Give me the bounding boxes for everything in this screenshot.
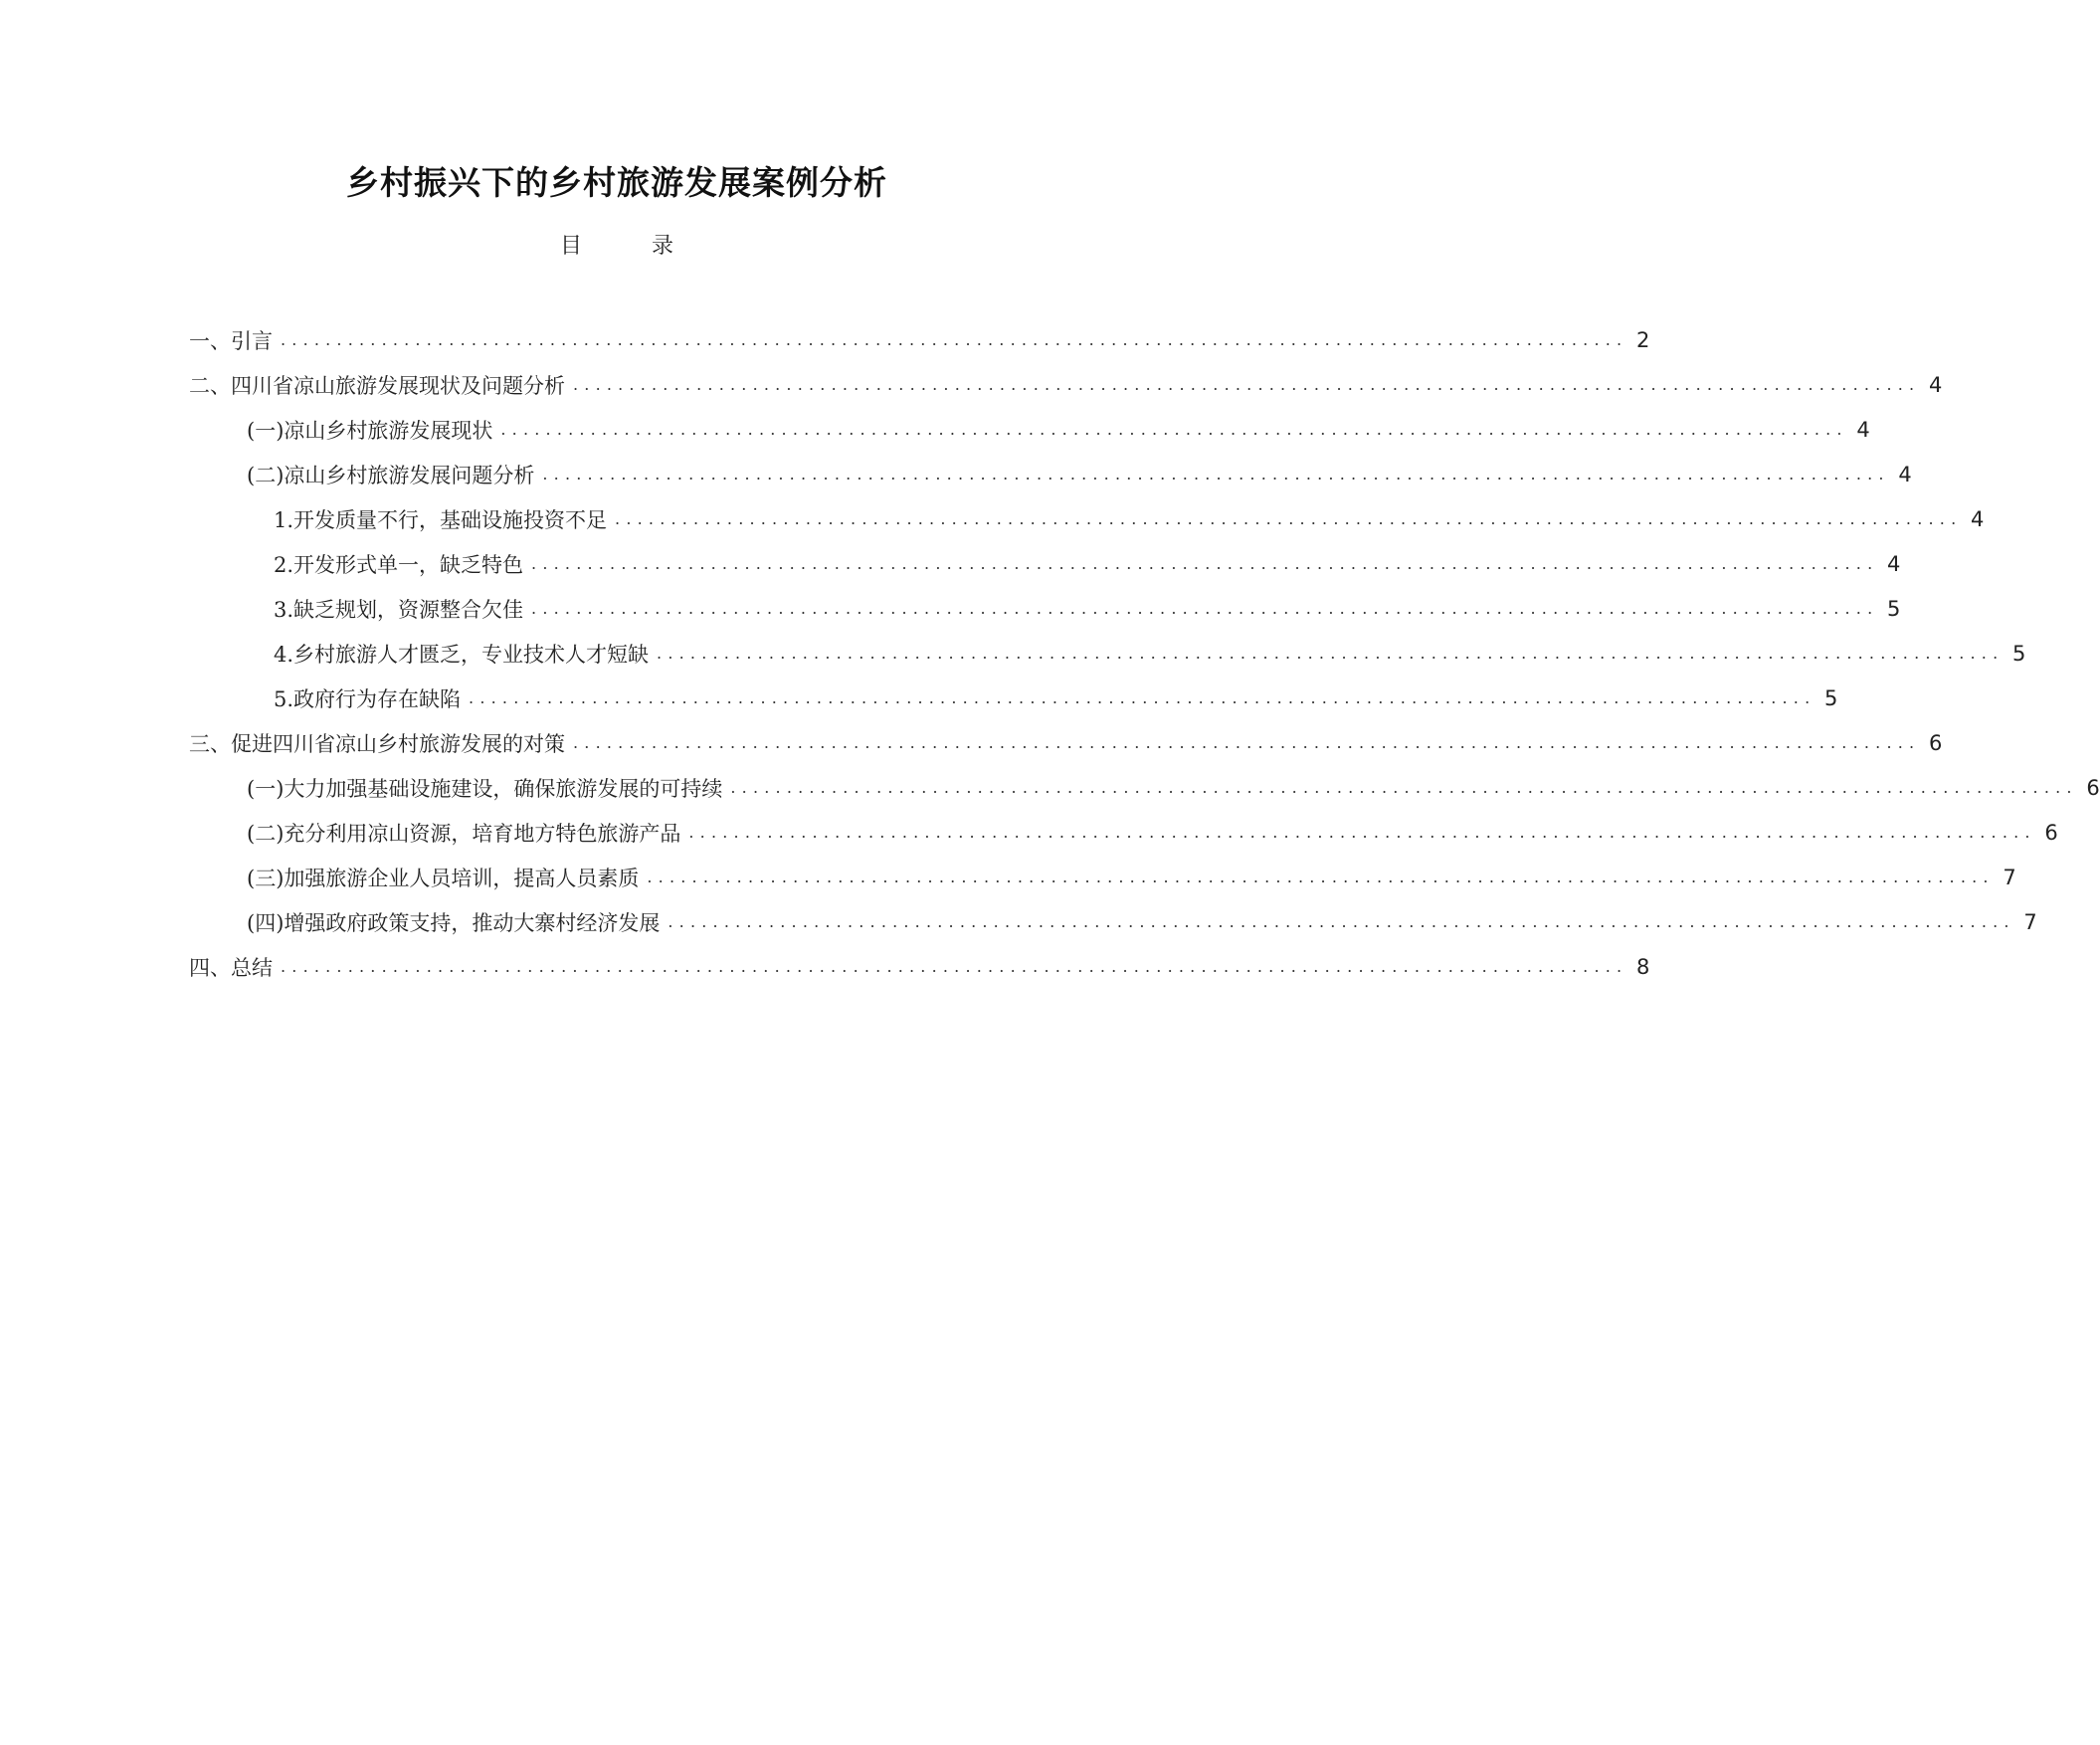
dot-leader: ........................................................................................................................ bbox=[573, 733, 1921, 752]
toc-entry-label: (一)大力加强基础设施建设，确保旅游发展的可持续 bbox=[247, 777, 723, 801]
toc-entry-label: 三、促进四川省凉山乡村旅游发展的对策 bbox=[189, 732, 565, 756]
toc-entry-label: (一)凉山乡村旅游发展现状 bbox=[247, 419, 493, 443]
dot-leader: ........................................................................................................................ bbox=[531, 554, 1879, 573]
toc-entry[interactable] bbox=[247, 858, 2016, 897]
toc-entry-label: 5.政府行为存在缺陷 bbox=[274, 687, 462, 711]
toc-entry[interactable] bbox=[247, 768, 2100, 808]
toc-entry[interactable] bbox=[274, 634, 2026, 674]
toc-entry[interactable] bbox=[247, 410, 1870, 450]
toc-entry-label: 二、四川省凉山旅游发展现状及问题分析 bbox=[189, 374, 565, 398]
toc-entry-label: (二)充分利用凉山资源，培育地方特色旅游产品 bbox=[247, 822, 681, 846]
dot-leader: ........................................................................................................................ bbox=[730, 778, 2078, 797]
toc-entry-label: (四)增强政府政策支持，推动大寨村经济发展 bbox=[247, 911, 661, 935]
toc-entry[interactable] bbox=[274, 679, 1838, 718]
toc-entry[interactable] bbox=[274, 544, 1901, 584]
toc-entry-label: (三)加强旅游企业人员培训，提高人员素质 bbox=[247, 867, 640, 890]
toc-entry-label: (二)凉山乡村旅游发展问题分析 bbox=[247, 464, 535, 487]
toc-entry-page: 4 bbox=[1928, 373, 1943, 397]
dot-leader: ........................................................................................................................ bbox=[647, 868, 1995, 886]
toc-entry-page: 6 bbox=[1928, 731, 1943, 755]
toc-heading-char-2: 录 bbox=[652, 234, 674, 259]
toc-entry[interactable] bbox=[247, 455, 1912, 494]
toc-entry[interactable] bbox=[247, 902, 2037, 942]
toc-heading bbox=[0, 229, 1234, 260]
toc-entry-page: 8 bbox=[1635, 955, 1650, 979]
toc-entry[interactable] bbox=[247, 813, 2058, 853]
dot-leader: ........................................................................................................................ bbox=[668, 912, 2015, 931]
toc-entry-page: 7 bbox=[2003, 866, 2016, 889]
toc-entry-page: 6 bbox=[2044, 821, 2058, 845]
toc-entry-page: 2 bbox=[1635, 328, 1650, 352]
dot-leader: ........................................................................................................................ bbox=[688, 823, 2036, 842]
toc-entry[interactable] bbox=[189, 365, 1943, 405]
toc-entry-page: 6 bbox=[2086, 776, 2100, 800]
toc-entry-label: 1.开发质量不行，基础设施投资不足 bbox=[274, 508, 608, 532]
toc-entry-label: 4.乡村旅游人才匮乏，专业技术人才短缺 bbox=[274, 643, 650, 667]
dot-leader: ........................................................................................................................ bbox=[542, 465, 1890, 484]
toc-entry-page: 5 bbox=[2011, 642, 2026, 666]
toc-heading-char-1: 目 bbox=[559, 234, 582, 259]
toc-entry[interactable] bbox=[274, 499, 1985, 539]
document-title: 乡村振兴下的乡村旅游发展案例分析 bbox=[346, 163, 887, 202]
dot-leader: ........................................................................................................................ bbox=[615, 509, 1963, 528]
dot-leader: ........................................................................................................................ bbox=[469, 688, 1816, 707]
dot-leader: ........................................................................................................................ bbox=[657, 644, 2005, 663]
dot-leader: ........................................................................................................................ bbox=[281, 957, 1628, 976]
toc-entry-page: 5 bbox=[1886, 597, 1901, 621]
toc-entry-page: 4 bbox=[1970, 507, 1985, 531]
toc-entry-label: 一、引言 bbox=[189, 329, 273, 353]
toc-entry[interactable] bbox=[189, 320, 1650, 360]
toc-entry[interactable] bbox=[189, 947, 1650, 987]
toc-entry-page: 4 bbox=[1886, 552, 1901, 576]
toc-entry-label: 3.缺乏规划，资源整合欠佳 bbox=[274, 598, 524, 622]
toc-entry-page: 7 bbox=[2023, 910, 2037, 934]
toc-entry-page: 5 bbox=[1823, 686, 1838, 710]
dot-leader: ........................................................................................................................ bbox=[281, 330, 1628, 349]
toc-entry[interactable] bbox=[274, 589, 1901, 629]
toc-entry-label: 四、总结 bbox=[189, 956, 273, 980]
dot-leader: ........................................................................................................................ bbox=[573, 375, 1921, 394]
toc-entry-page: 4 bbox=[1898, 463, 1912, 486]
dot-leader: ........................................................................................................................ bbox=[500, 420, 1848, 439]
toc-entry-page: 4 bbox=[1856, 418, 1870, 442]
toc-entry-label: 2.开发形式单一，缺乏特色 bbox=[274, 553, 524, 577]
dot-leader: ........................................................................................................................ bbox=[531, 599, 1879, 618]
toc-entry[interactable] bbox=[189, 723, 1943, 763]
